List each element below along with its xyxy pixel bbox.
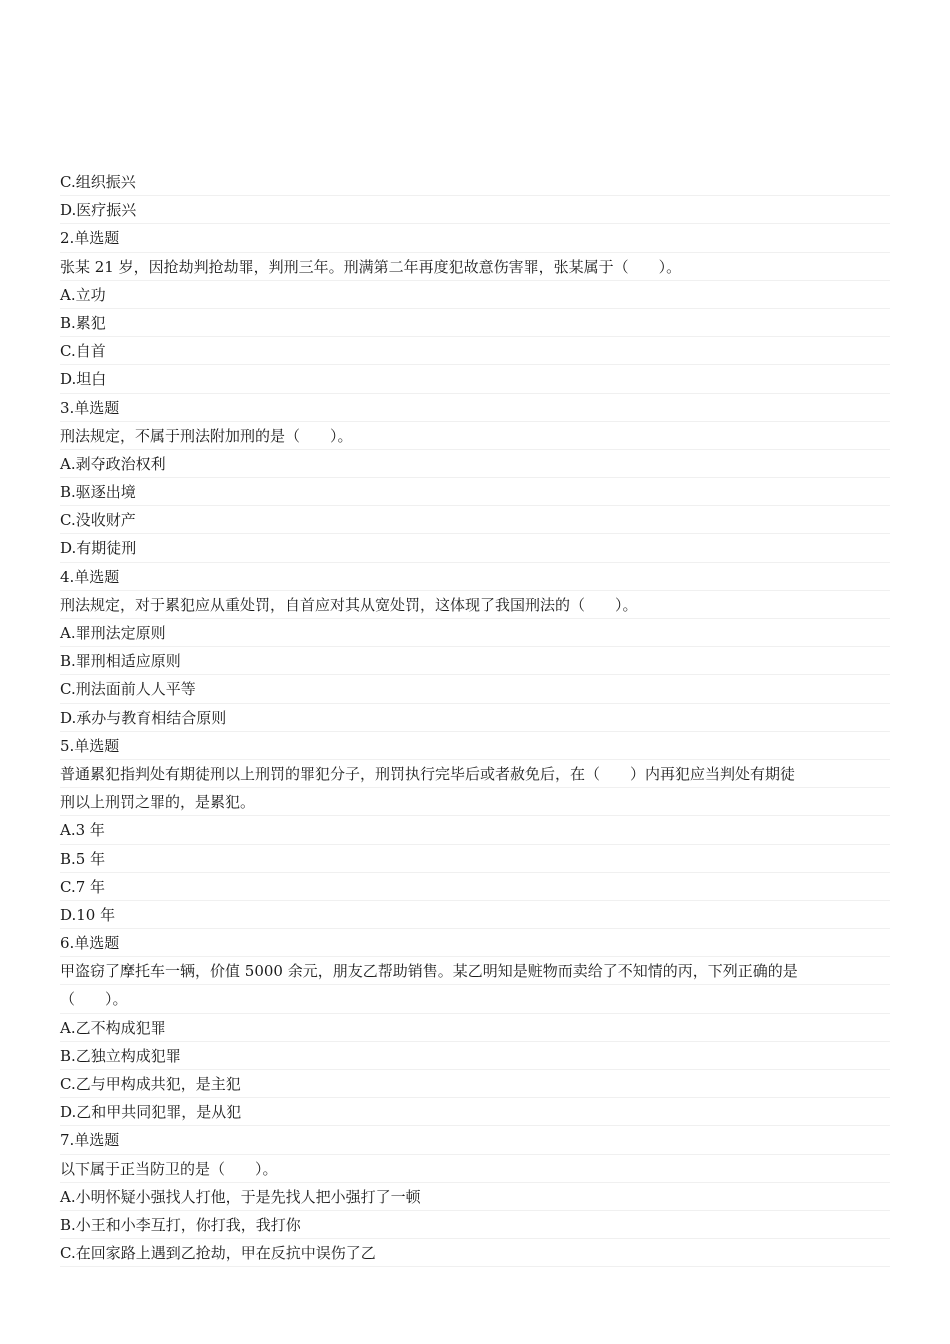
question-header-5: 5.单选题: [60, 732, 890, 760]
option-d-q5: D.10 年: [60, 901, 890, 929]
option-c-q7: C.在回家路上遇到乙抢劫，甲在反抗中误伤了乙: [60, 1239, 890, 1267]
option-d-q2: D.坦白: [60, 365, 890, 393]
option-c-q4: C.刑法面前人人平等: [60, 675, 890, 703]
option-a-q7: A.小明怀疑小强找人打他，于是先找人把小强打了一顿: [60, 1183, 890, 1211]
document-body: [60, 168, 890, 1267]
option-d-q4: D.承办与教育相结合原则: [60, 704, 890, 732]
option-d-q3: D.有期徒刑: [60, 534, 890, 562]
option-c-q3: C.没收财产: [60, 506, 890, 534]
question-header-6: 6.单选题: [60, 929, 890, 957]
option-b-q4: B.罪刑相适应原则: [60, 647, 890, 675]
option-d-q1: D.医疗振兴: [60, 196, 890, 224]
question-header-4: 4.单选题: [60, 563, 890, 591]
question-header-3: 3.单选题: [60, 394, 890, 422]
question-text-7: 以下属于正当防卫的是（ ）。: [60, 1155, 890, 1183]
option-b-q7: B.小王和小李互打，你打我，我打你: [60, 1211, 890, 1239]
option-a-q6: A.乙不构成犯罪: [60, 1014, 890, 1042]
option-c-q2: C.自首: [60, 337, 890, 365]
option-a-q3: A.剥夺政治权利: [60, 450, 890, 478]
option-c-q1: C.组织振兴: [60, 168, 890, 196]
option-a-q5: A.3 年: [60, 816, 890, 844]
option-b-q6: B.乙独立构成犯罪: [60, 1042, 890, 1070]
question-header-7: 7.单选题: [60, 1126, 890, 1154]
question-text-5-line2: 刑以上刑罚之罪的，是累犯。: [60, 788, 890, 816]
option-b-q5: B.5 年: [60, 845, 890, 873]
option-b-q2: B.累犯: [60, 309, 890, 337]
option-c-q6: C.乙与甲构成共犯，是主犯: [60, 1070, 890, 1098]
option-a-q2: A.立功: [60, 281, 890, 309]
question-header-2: 2.单选题: [60, 224, 890, 252]
question-text-3: 刑法规定，不属于刑法附加刑的是（ ）。: [60, 422, 890, 450]
question-text-4: 刑法规定，对于累犯应从重处罚，自首应对其从宽处罚，这体现了我国刑法的（ ）。: [60, 591, 890, 619]
option-b-q3: B.驱逐出境: [60, 478, 890, 506]
option-a-q4: A.罪刑法定原则: [60, 619, 890, 647]
option-c-q5: C.7 年: [60, 873, 890, 901]
question-text-2: 张某 21 岁，因抢劫判抢劫罪，判刑三年。刑满第二年再度犯故意伤害罪，张某属于（ ）。: [60, 253, 890, 281]
question-text-5-line1: 普通累犯指判处有期徒刑以上刑罚的罪犯分子，刑罚执行完毕后或者赦免后，在（ ）内再犯应当判处有期徒: [60, 760, 890, 788]
question-text-6-line2: （ ）。: [60, 985, 890, 1013]
question-text-6-line1: 甲盗窃了摩托车一辆，价值 5000 余元，朋友乙帮助销售。某乙明知是赃物而卖给了不知情的丙，下列正确的是: [60, 957, 890, 985]
option-d-q6: D.乙和甲共同犯罪，是从犯: [60, 1098, 890, 1126]
